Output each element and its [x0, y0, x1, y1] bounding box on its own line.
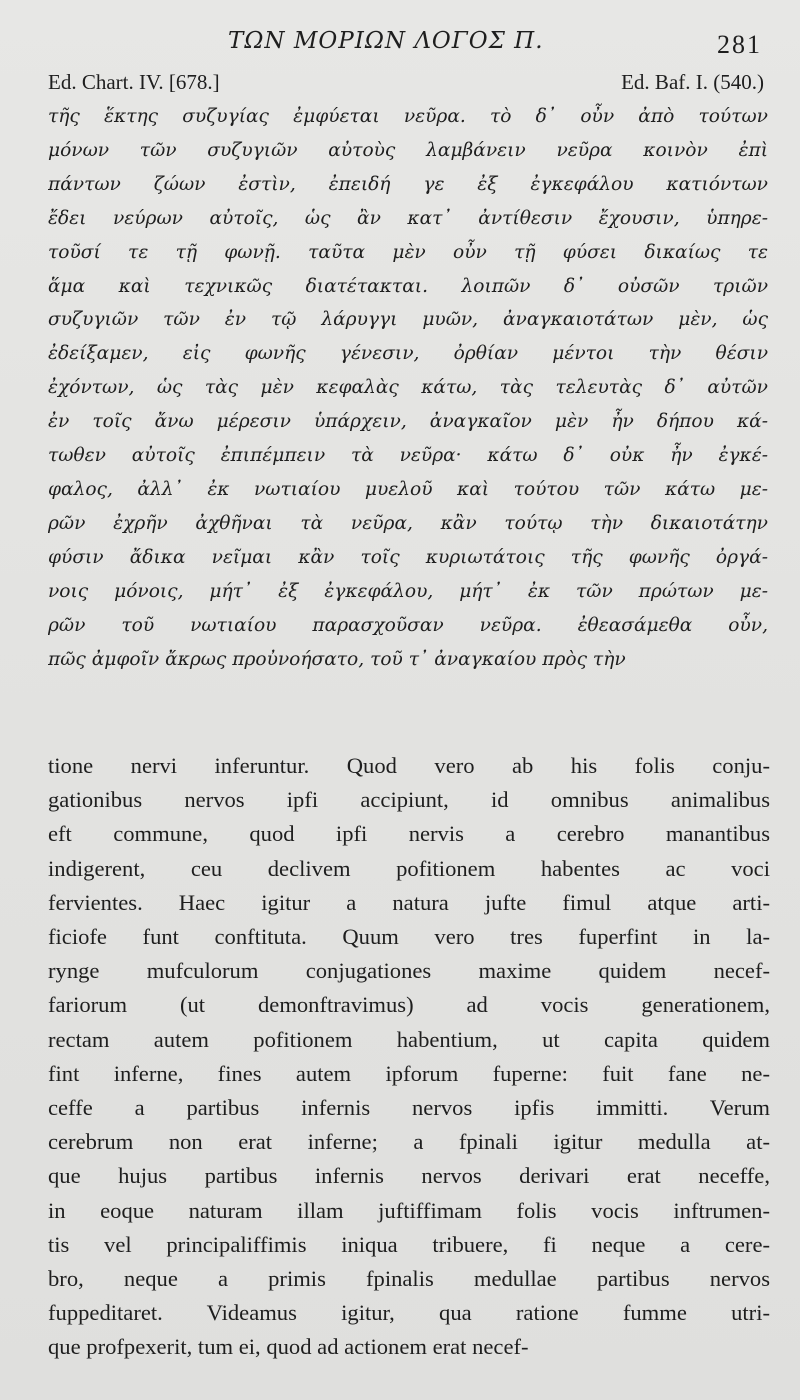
greek-text-line: φαλος, ἀλλ᾽ ἐκ νωτιαίου μυελοῦ καὶ τούτου τῶν κάτω με- [48, 478, 768, 500]
latin-text-line: que hujus partibus infernis nervos derivari erat neceffe, [48, 1163, 770, 1189]
latin-text-line: cerebrum non erat inferne; a fpinali igitur medulla at- [48, 1129, 770, 1155]
running-head [0, 28, 800, 62]
greek-text-line: τῆς ἕκτης συζυγίας ἐμφύεται νεῦρα. τὸ δ᾽ οὖν ἀπὸ τούτων [48, 106, 768, 127]
greek-text-line: ἐν τοῖς ἄνω μέρεσιν ὑπάρχειν, ἀναγκαῖον μὲν ἦν δήπου κά- [48, 411, 768, 433]
latin-text-block [48, 749, 770, 1365]
greek-text-line: ρῶν τοῦ νωτιαίου παρασχοῦσαν νεῦρα. ἐθεασάμεθα οὖν, [48, 614, 768, 636]
greek-text-line: πῶς ἀμφοῖν ἄκρως προὐνοήσατο, τοῦ τ᾽ ἀναγκαίου πρὸς τὴν [48, 648, 626, 670]
greek-text-block [48, 100, 768, 676]
greek-text-line: τωθεν αὐτοῖς ἐπιπέμπειν τὰ νεῦρα· κάτω δ᾽ οὐκ ἦν ἐγκέ- [48, 445, 768, 467]
greek-text-line: ἅμα καὶ τεχνικῶς διατέτακται. λοιπῶν δ᾽ οὐσῶν τριῶν [48, 275, 768, 297]
edition-chartier: Ed. Chart. IV. [678.] [48, 70, 220, 94]
greek-text-line: πάντων ζώων ἐστὶν, ἐπειδή γε ἐξ ἐγκεφάλου κατιόντων [48, 173, 768, 195]
latin-text-line: in eoque naturam illam juftiffimam folis vocis inftrumen- [48, 1197, 770, 1223]
edition-basel: Ed. Baf. I. (540.) [621, 70, 764, 94]
greek-text-line: ἐχόντων, ὡς τὰς μὲν κεφαλὰς κάτω, τὰς τελευτὰς δ᾽ αὐτῶν [48, 377, 768, 399]
edition-references [48, 70, 764, 100]
latin-text-line: eft commune, quod ipfi nervis a cerebro manantibus [48, 821, 770, 847]
greek-text-line: ἐδείξαμεν, εἰς φωνῆς γένεσιν, ὀρθίαν μέντοι τὴν θέσιν [48, 343, 768, 365]
latin-text-line: ceffe a partibus infernis nervos ipfis immitti. Verum [48, 1095, 770, 1121]
page-number: 281 [717, 30, 762, 59]
greek-text-line: φύσιν ἄδικα νεῖμαι κἂν τοῖς κυριωτάτοις τῆς φωνῆς ὀργά- [48, 546, 768, 568]
latin-text-line: tione nervi inferuntur. Quod vero ab his folis conju- [48, 753, 770, 778]
latin-text-line: fariorum (ut demonftravimus) ad vocis generationem, [48, 992, 770, 1018]
running-title: ΤΩΝ ΜΟΡΙΩΝ ΛΟΓΟΣ Π. [228, 28, 544, 54]
latin-text-line: rectam autem pofitionem habentium, ut capita quidem [48, 1026, 770, 1052]
greek-text-line: νοις μόνοις, μήτ᾽ ἐξ ἐγκεφάλου, μήτ᾽ ἐκ τῶν πρώτων με- [48, 580, 768, 602]
latin-text-line: indigerent, ceu declivem pofitionem habentes ac voci [48, 855, 770, 881]
greek-text-line: ρῶν ἐχρῆν ἀχθῆναι τὰ νεῦρα, κἂν τούτῳ τὴν δικαιοτάτην [48, 512, 768, 534]
latin-text-line: gationibus nervos ipfi accipiunt, id omnibus animalibus [48, 787, 770, 813]
latin-text-line: fint inferne, fines autem ipforum fuperne: fuit fane ne- [48, 1060, 770, 1086]
greek-text-line: μόνων τῶν συζυγιῶν αὐτοὺς λαμβάνειν νεῦρα κοινὸν ἐπὶ [48, 139, 768, 161]
latin-text-line: ficiofe funt conftituta. Quum vero tres fuperfint in la- [48, 924, 770, 950]
latin-text-line: fervientes. Haec igitur a natura jufte fimul atque arti- [48, 889, 770, 915]
greek-text-line: τοῦσί τε τῇ φωνῇ. ταῦτα μὲν οὖν τῇ φύσει δικαίως τε [48, 241, 768, 263]
greek-text-line: ἔδει νεύρων αὐτοῖς, ὡς ἂν κατ᾽ ἀντίθεσιν ἔχουσιν, ὑπηρε- [48, 207, 768, 229]
greek-text-line: συζυγιῶν τῶν ἐν τῷ λάρυγγι μυῶν, ἀναγκαιοτάτων μὲν, ὡς [48, 309, 768, 331]
latin-text-line: fuppeditaret. Videamus igitur, qua ratione fumme utri- [48, 1300, 770, 1326]
latin-text-line: tis vel principaliffimis iniqua tribuere, fi neque a cere- [48, 1231, 770, 1257]
latin-text-line: rynge mufculorum conjugationes maxime quidem necef- [48, 958, 770, 984]
latin-text-line: bro, neque a primis fpinalis medullae partibus nervos [48, 1266, 770, 1292]
latin-text-line: que profpexerit, tum ei, quod ad actionem erat necef- [48, 1334, 529, 1360]
